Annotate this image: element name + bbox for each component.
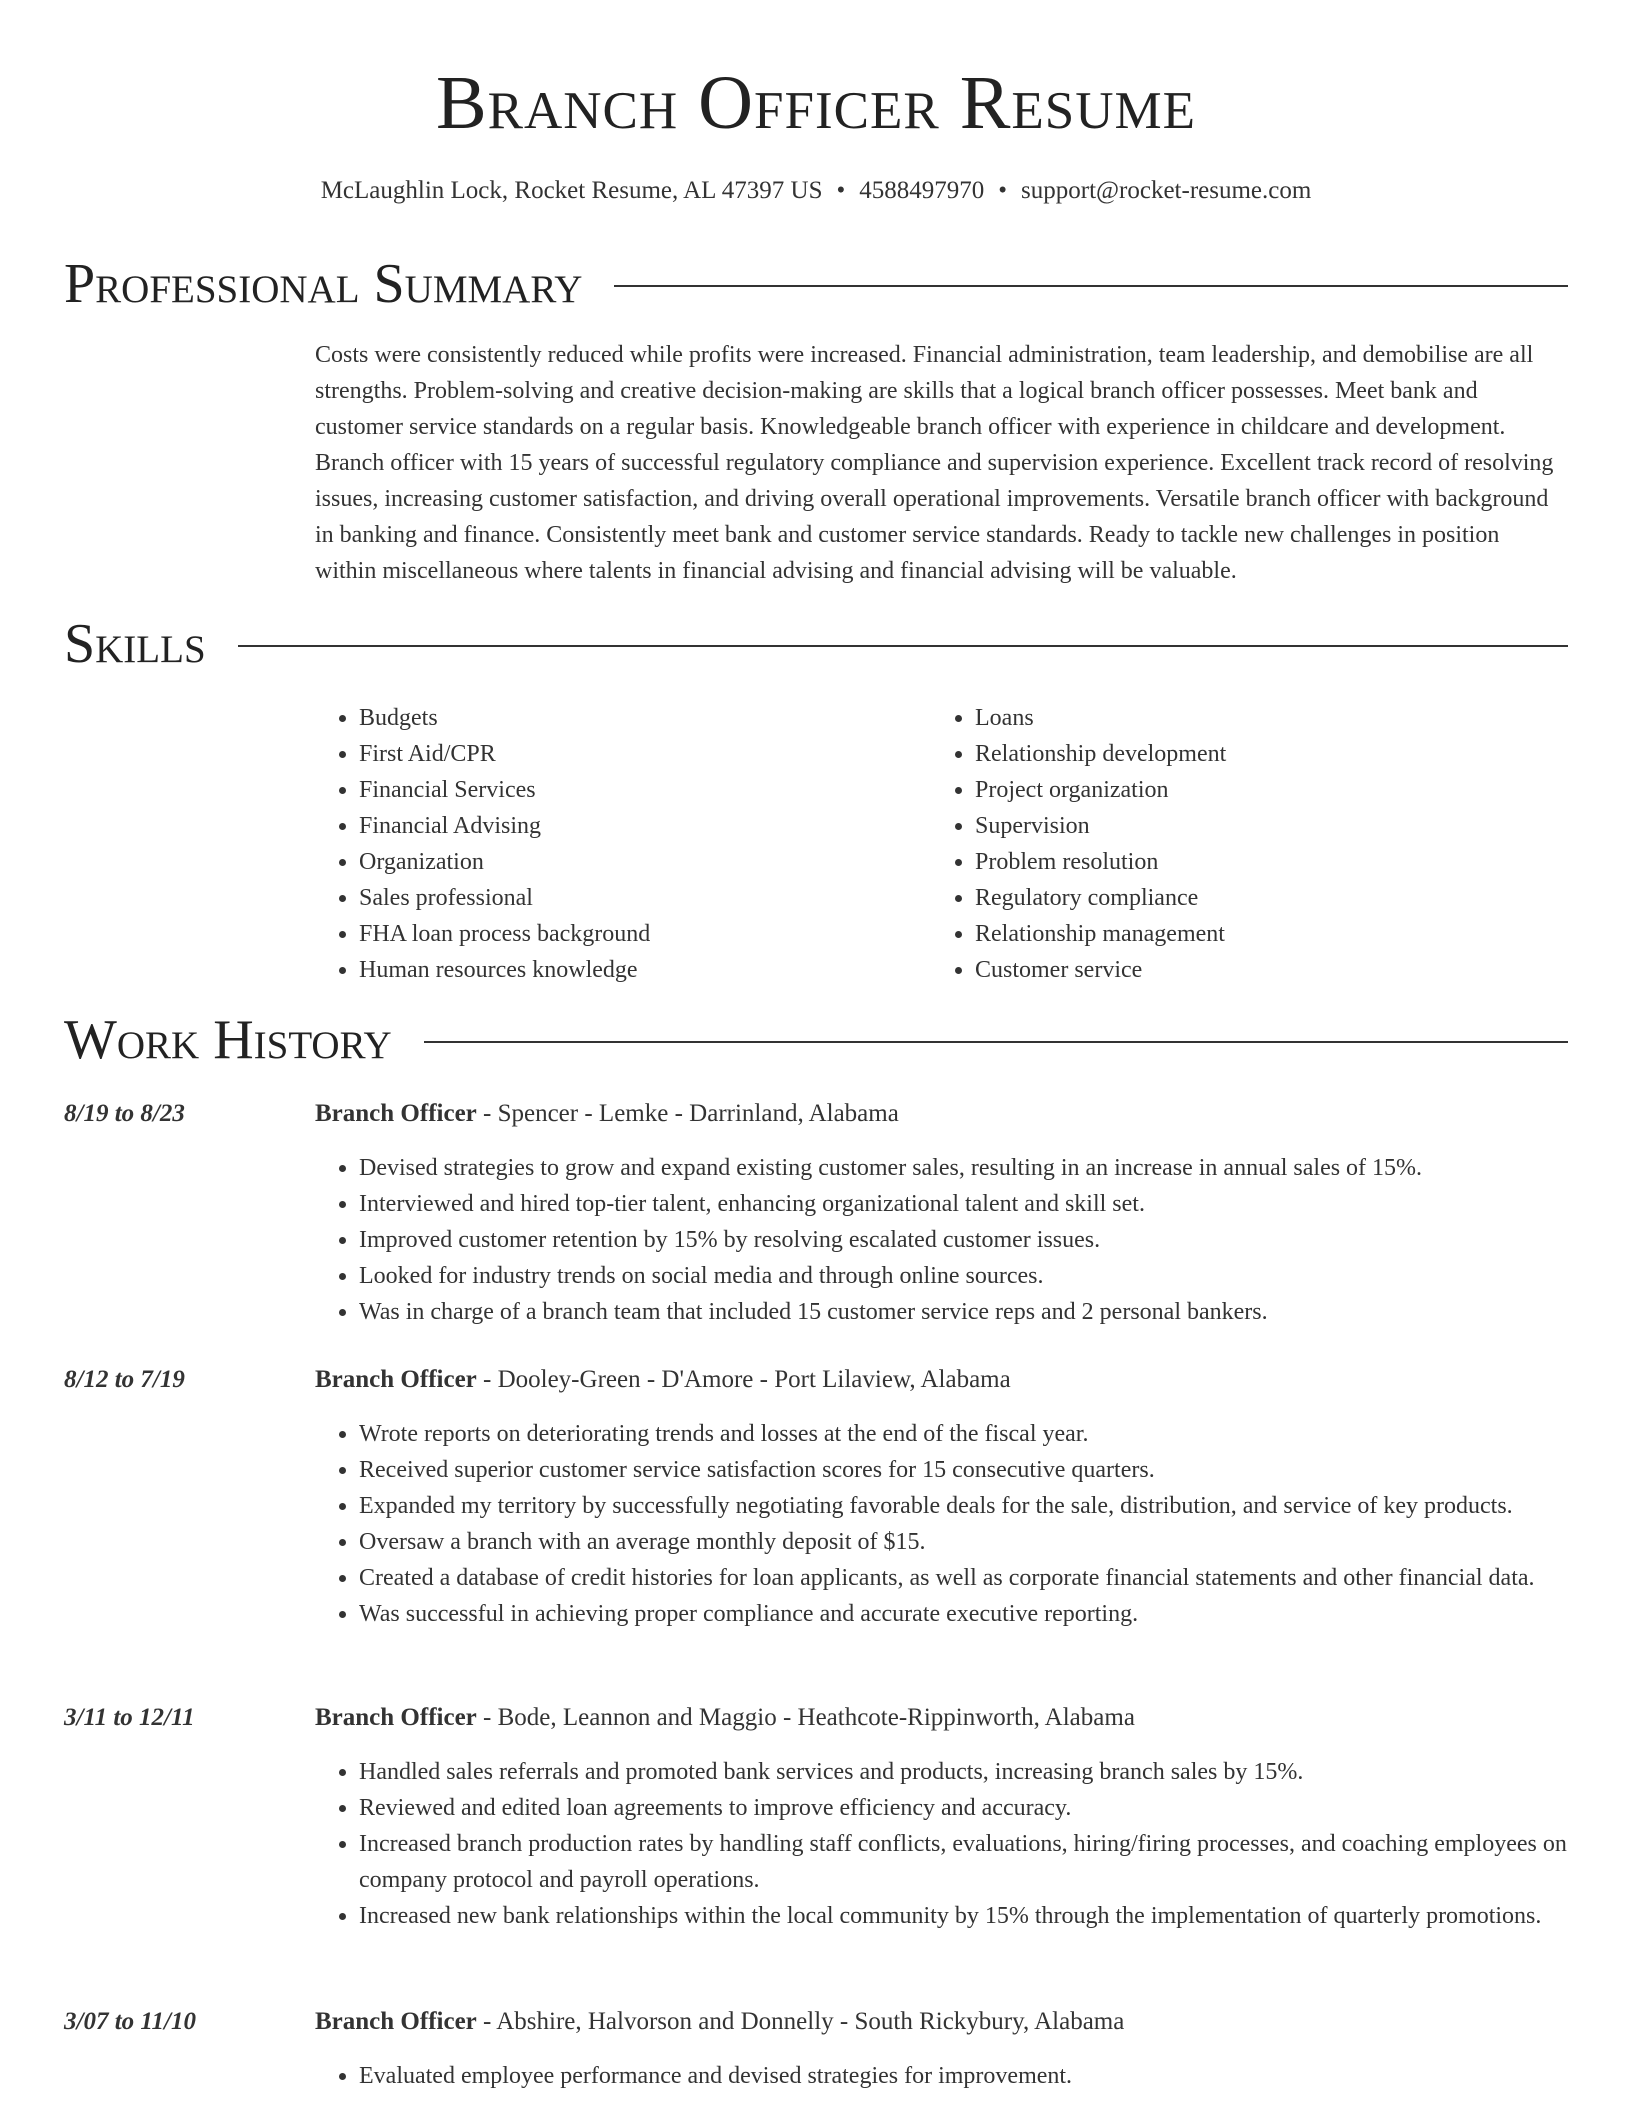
job-bullet: • Evaluated employee performance and devised strategies for improvement. xyxy=(359,2058,1585,2094)
job-bullet: • Expanded my territory by successfully negotiating favorable deals for the sale, distribution, and service of key products. xyxy=(359,1488,1585,1524)
skill-item: • First Aid/CPR xyxy=(359,736,931,772)
job-bullets xyxy=(315,2058,1585,2094)
skill-item: • Sales professional xyxy=(359,880,931,916)
skills-list xyxy=(315,700,1565,988)
skill-item: • Human resources knowledge xyxy=(359,952,931,988)
job-bullet: • Looked for industry trends on social media and through online sources. xyxy=(359,1258,1585,1294)
job-heading xyxy=(315,1700,1135,1736)
job-dates: 8/19 to 8/23 xyxy=(64,1100,185,1127)
skill-item: • FHA loan process background xyxy=(359,916,931,952)
job-title: Branch Officer xyxy=(315,1100,477,1127)
skill-item: • Problem resolution xyxy=(975,844,1547,880)
job-title: Branch Officer xyxy=(315,1704,477,1731)
job-dates: 8/12 to 7/19 xyxy=(64,1366,185,1393)
job-bullet: • Was successful in achieving proper compliance and accurate executive reporting. xyxy=(359,1596,1585,1632)
section-title: Work History xyxy=(64,1009,392,1071)
job-employer: - Dooley-Green - D'Amore - Port Lilaview, Alabama xyxy=(476,1366,1011,1393)
contact-line xyxy=(0,174,1632,208)
job-heading xyxy=(315,2004,1124,2040)
job-bullet: • Was in charge of a branch team that included 15 customer service reps and 2 personal bankers. xyxy=(359,1294,1585,1330)
job-bullet: • Handled sales referrals and promoted bank services and products, increasing branch sales by 15%. xyxy=(359,1754,1585,1790)
job-bullets xyxy=(315,1150,1585,1330)
section-title: Professional Summary xyxy=(64,253,583,315)
job-heading xyxy=(315,1362,1011,1398)
skill-item: • Organization xyxy=(359,844,931,880)
section-title: Skills xyxy=(64,613,206,675)
skill-item: • Loans xyxy=(975,700,1547,736)
summary-text: Costs were consistently reduced while profits were increased. Financial administration, team leadership, and demobilise are all strengths. Problem-solving and creative decision-making are skills that a logical branch officer possesses. Meet bank and customer service standards on a regular basis. Knowledgeable branch officer with experience in childcare and development. Branch officer with 15 years of successful regulatory compliance and supervision experience. Excellent track record of resolving issues, increasing customer satisfaction, and driving overall operational improvements. Versatile branch officer with background in banking and finance. Consistently meet bank and customer service standards. Ready to tackle new challenges in position within miscellaneous where talents in financial advising and financial advising will be valuable. xyxy=(315,342,1554,584)
contact-email: support@rocket-resume.com xyxy=(1021,177,1312,204)
job-title: Branch Officer xyxy=(315,1366,477,1393)
skill-item: • Relationship development xyxy=(975,736,1547,772)
skills-column-left xyxy=(315,700,931,988)
section-divider xyxy=(614,285,1568,287)
bullet-separator: • xyxy=(998,177,1008,204)
bullet-separator: • xyxy=(836,177,846,204)
skill-item: • Supervision xyxy=(975,808,1547,844)
job-bullet: • Increased branch production rates by handling staff conflicts, evaluations, hiring/firing processes, and coaching employees on company protocol and payroll operations. xyxy=(359,1826,1585,1898)
job-heading xyxy=(315,1096,899,1132)
skill-item: • Financial Advising xyxy=(359,808,931,844)
job-dates: 3/11 to 12/11 xyxy=(64,1704,195,1731)
skills-column-right xyxy=(931,700,1547,988)
job-employer: - Bode, Leannon and Maggio - Heathcote-Rippinworth, Alabama xyxy=(476,1704,1135,1731)
job-bullets xyxy=(315,1416,1585,1632)
skill-item: • Regulatory compliance xyxy=(975,880,1547,916)
job-title: Branch Officer xyxy=(315,2008,477,2035)
job-bullet: • Reviewed and edited loan agreements to improve efficiency and accuracy. xyxy=(359,1790,1585,1826)
skill-item: • Relationship management xyxy=(975,916,1547,952)
section-divider xyxy=(424,1041,1568,1043)
job-employer: - Spencer - Lemke - Darrinland, Alabama xyxy=(476,1100,899,1127)
job-bullets xyxy=(315,1754,1585,1934)
job-bullet: • Created a database of credit histories for loan applicants, as well as corporate financial statements and other financial data. xyxy=(359,1560,1585,1596)
job-dates: 3/07 to 11/10 xyxy=(64,2008,196,2035)
job-employer: - Abshire, Halvorson and Donnelly - South Rickybury, Alabama xyxy=(476,2008,1125,2035)
section-divider xyxy=(238,645,1568,647)
job-bullet: • Interviewed and hired top-tier talent, enhancing organizational talent and skill set. xyxy=(359,1186,1585,1222)
job-bullet: • Devised strategies to grow and expand existing customer sales, resulting in an increase in annual sales of 15%. xyxy=(359,1150,1585,1186)
skill-item: • Financial Services xyxy=(359,772,931,808)
skill-item: • Budgets xyxy=(359,700,931,736)
job-bullet: • Oversaw a branch with an average monthly deposit of $15. xyxy=(359,1524,1585,1560)
job-bullet: • Increased new bank relationships within the local community by 15% through the implementation of quarterly promotions. xyxy=(359,1898,1585,1934)
summary-section-heading xyxy=(64,252,1568,316)
contact-address: McLaughlin Lock, Rocket Resume, AL 47397 US xyxy=(320,177,823,204)
skill-item: • Project organization xyxy=(975,772,1547,808)
resume-title: Branch Officer Resume xyxy=(435,61,1197,145)
skills-section-heading xyxy=(64,612,1568,676)
work-history-section-heading xyxy=(64,1008,1568,1072)
skill-item: • Customer service xyxy=(975,952,1547,988)
job-bullet: • Received superior customer service satisfaction scores for 15 consecutive quarters. xyxy=(359,1452,1585,1488)
job-bullet: • Improved customer retention by 15% by resolving escalated customer issues. xyxy=(359,1222,1585,1258)
job-bullet: • Wrote reports on deteriorating trends and losses at the end of the fiscal year. xyxy=(359,1416,1585,1452)
contact-phone: 4588497970 xyxy=(859,177,985,204)
